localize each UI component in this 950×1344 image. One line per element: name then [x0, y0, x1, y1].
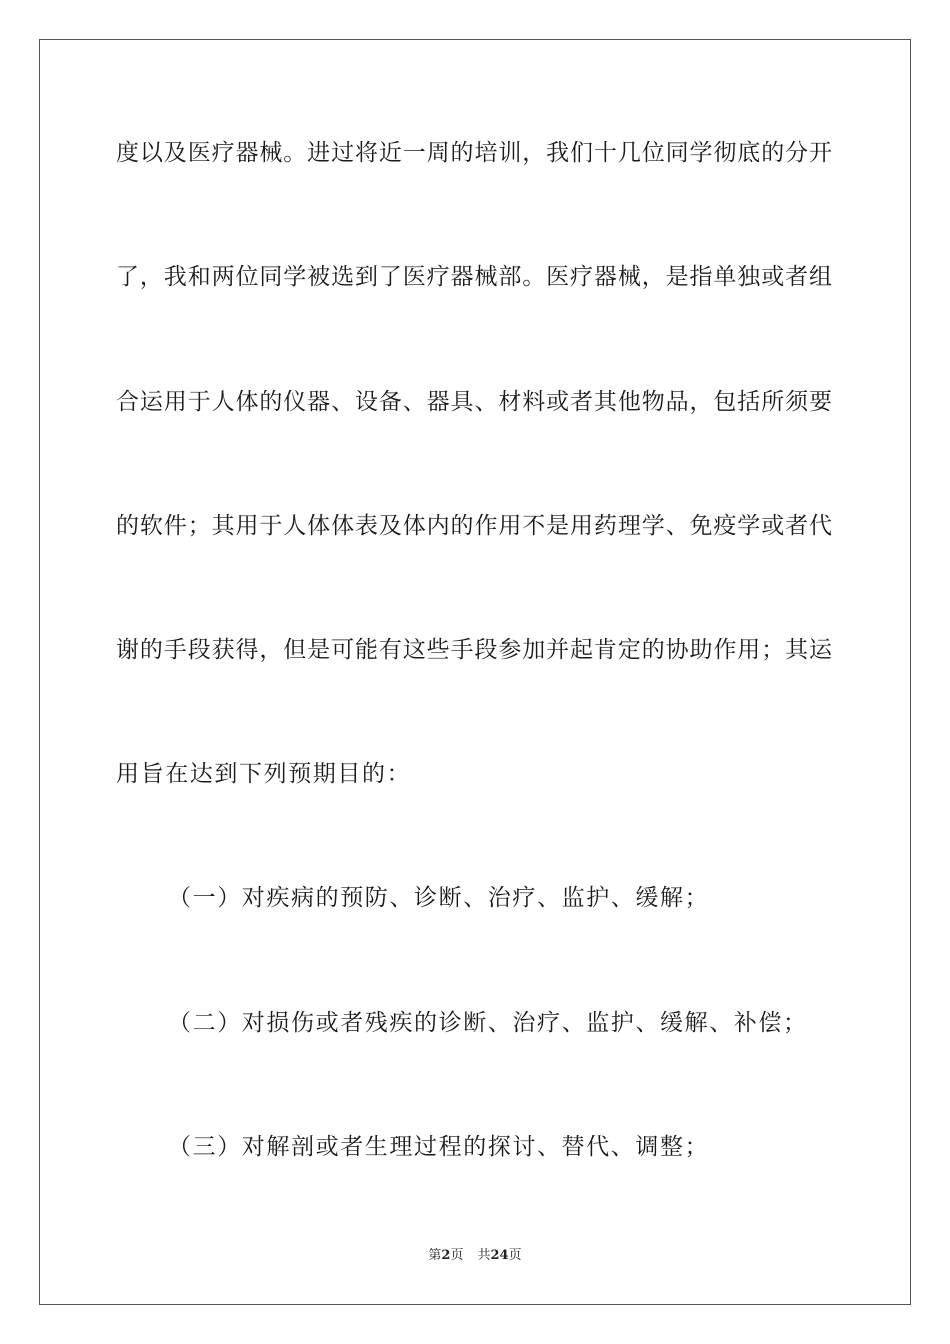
body-line-6: 用旨在达到下列预期目的：	[116, 761, 412, 787]
body-line-2: 了，我和两位同学被选到了医疗器械部。医疗器械，是指单独或者组	[116, 264, 832, 290]
body-line-4: 的软件；其用于人体体表及体内的作用不是用药理学、免疫学或者代	[116, 513, 832, 539]
page-footer	[0, 1247, 950, 1265]
footer-total-pages: 24	[490, 1248, 509, 1263]
body-line-5: 谢的手段获得，但是可能有这些手段参加并起肯定的协助作用；其运	[116, 637, 832, 663]
footer-total-prefix: 共	[477, 1248, 491, 1263]
list-item-2: （二）对损伤或者残疾的诊断、治疗、监护、缓解、补偿；	[168, 1010, 808, 1036]
footer-current-page: 2	[441, 1248, 451, 1263]
page-border	[39, 39, 911, 1305]
footer-prefix: 第	[428, 1248, 442, 1263]
body-line-3: 合运用于人体的仪器、设备、器具、材料或者其他物品，包括所须要	[116, 389, 832, 415]
list-item-1: （一）对疾病的预防、诊断、治疗、监护、缓解；	[168, 885, 710, 911]
footer-page-suffix: 页	[450, 1248, 464, 1263]
footer-total-suffix: 页	[508, 1248, 522, 1263]
body-line-1: 度以及医疗器械。进过将近一周的培训，我们十几位同学彻底的分开	[116, 140, 832, 166]
list-item-3: （三）对解剖或者生理过程的探讨、替代、调整；	[168, 1134, 710, 1160]
